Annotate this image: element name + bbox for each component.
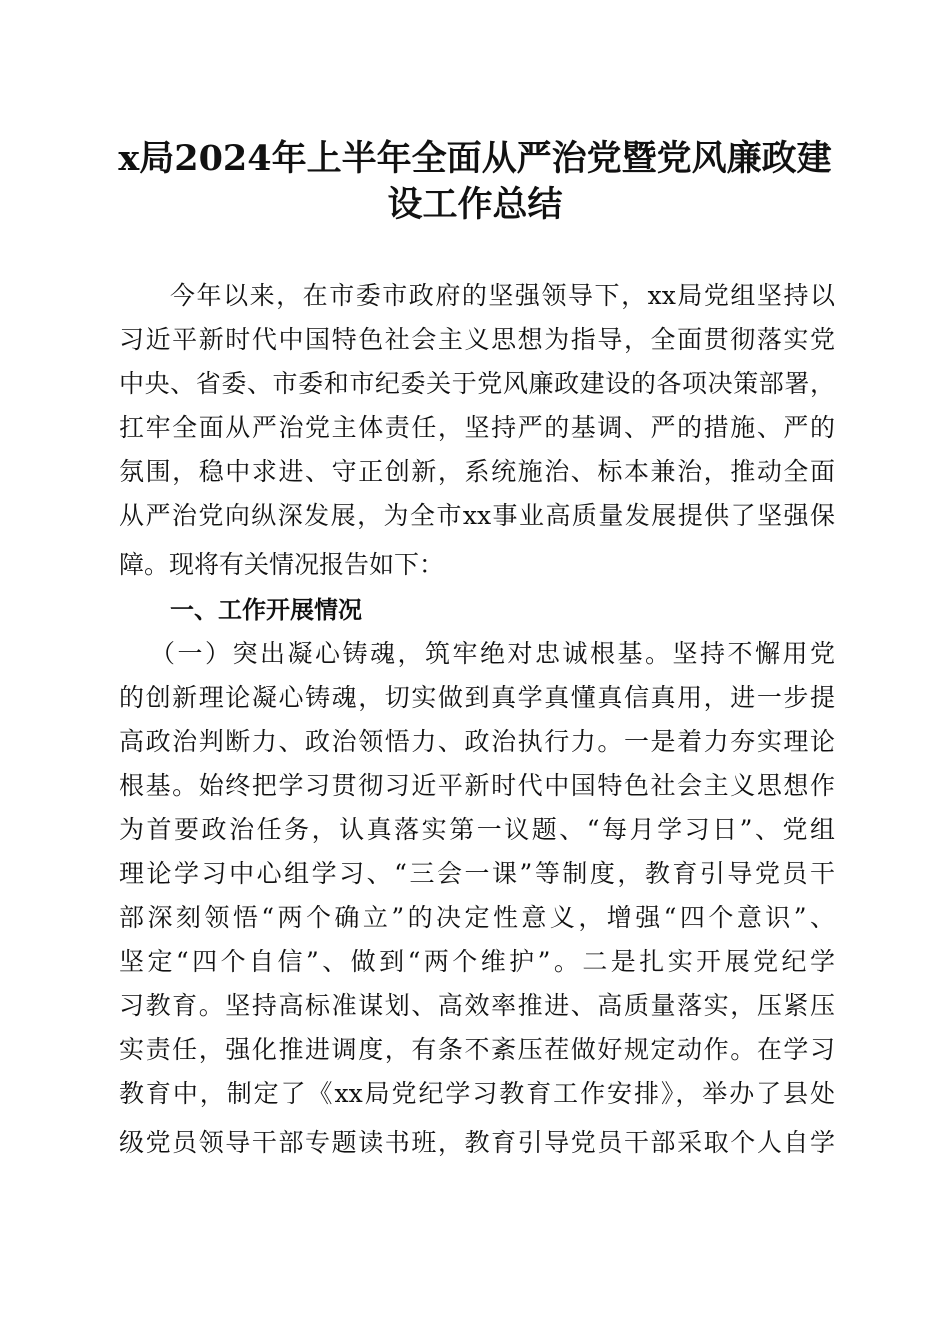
text-line: 从严治党向纵深发展，为全市xx事业高质量发展提供了坚强保 — [119, 501, 835, 530]
text-line: 坚定“四个自信”、做到“两个维护”。二是扎实开展党纪学 — [119, 947, 835, 976]
text-line: 氛围，稳中求进、守正创新，系统施治、标本兼治，推动全面 — [119, 457, 835, 486]
text-line: 教育中，制定了《xx局党纪学习教育工作安排》，举办了县处 — [119, 1079, 835, 1108]
text-line: 实责任，强化推进调度，有条不紊压茬做好规定动作。在学习 — [119, 1035, 835, 1064]
section-heading: 一、工作开展情况 — [170, 596, 362, 624]
text-line: 的创新理论凝心铸魂，切实做到真学真懂真信真用，进一步提 — [119, 683, 835, 712]
text-line: 级党员领导干部专题读书班，教育引导党员干部采取个人自学 — [119, 1128, 835, 1157]
document-title-line-2: 设工作总结 — [387, 184, 563, 225]
text-line: 理论学习中心组学习、“三会一课”等制度，教育引导党员干 — [119, 859, 835, 888]
document-title-line-1: x局2024年上半年全面从严治党暨党风廉政建 — [118, 138, 832, 179]
text-line: 根基。始终把学习贯彻习近平新时代中国特色社会主义思想作 — [119, 771, 835, 800]
text-line: 部深刻领悟“两个确立”的决定性意义，增强“四个意识”、 — [119, 903, 835, 932]
text-line: 为首要政治任务，认真落实第一议题、“每月学习日”、党组 — [119, 815, 835, 844]
text-line: 习教育。坚持高标准谋划、高效率推进、高质量落实，压紧压 — [119, 991, 835, 1020]
text-line: 扛牢全面从严治党主体责任，坚持严的基调、严的措施、严的 — [119, 413, 835, 442]
text-line: 习近平新时代中国特色社会主义思想为指导，全面贯彻落实党 — [119, 325, 835, 354]
text-line: 今年以来，在市委市政府的坚强领导下，xx局党组坚持以 — [170, 281, 835, 310]
text-line: （一）突出凝心铸魂，筑牢绝对忠诚根基。坚持不懈用党 — [150, 639, 835, 668]
text-line: 中央、省委、市委和市纪委关于党风廉政建设的各项决策部署， — [119, 369, 835, 398]
text-line: 障。现将有关情况报告如下： — [119, 550, 445, 579]
text-line: 高政治判断力、政治领悟力、政治执行力。一是着力夯实理论 — [119, 727, 835, 756]
